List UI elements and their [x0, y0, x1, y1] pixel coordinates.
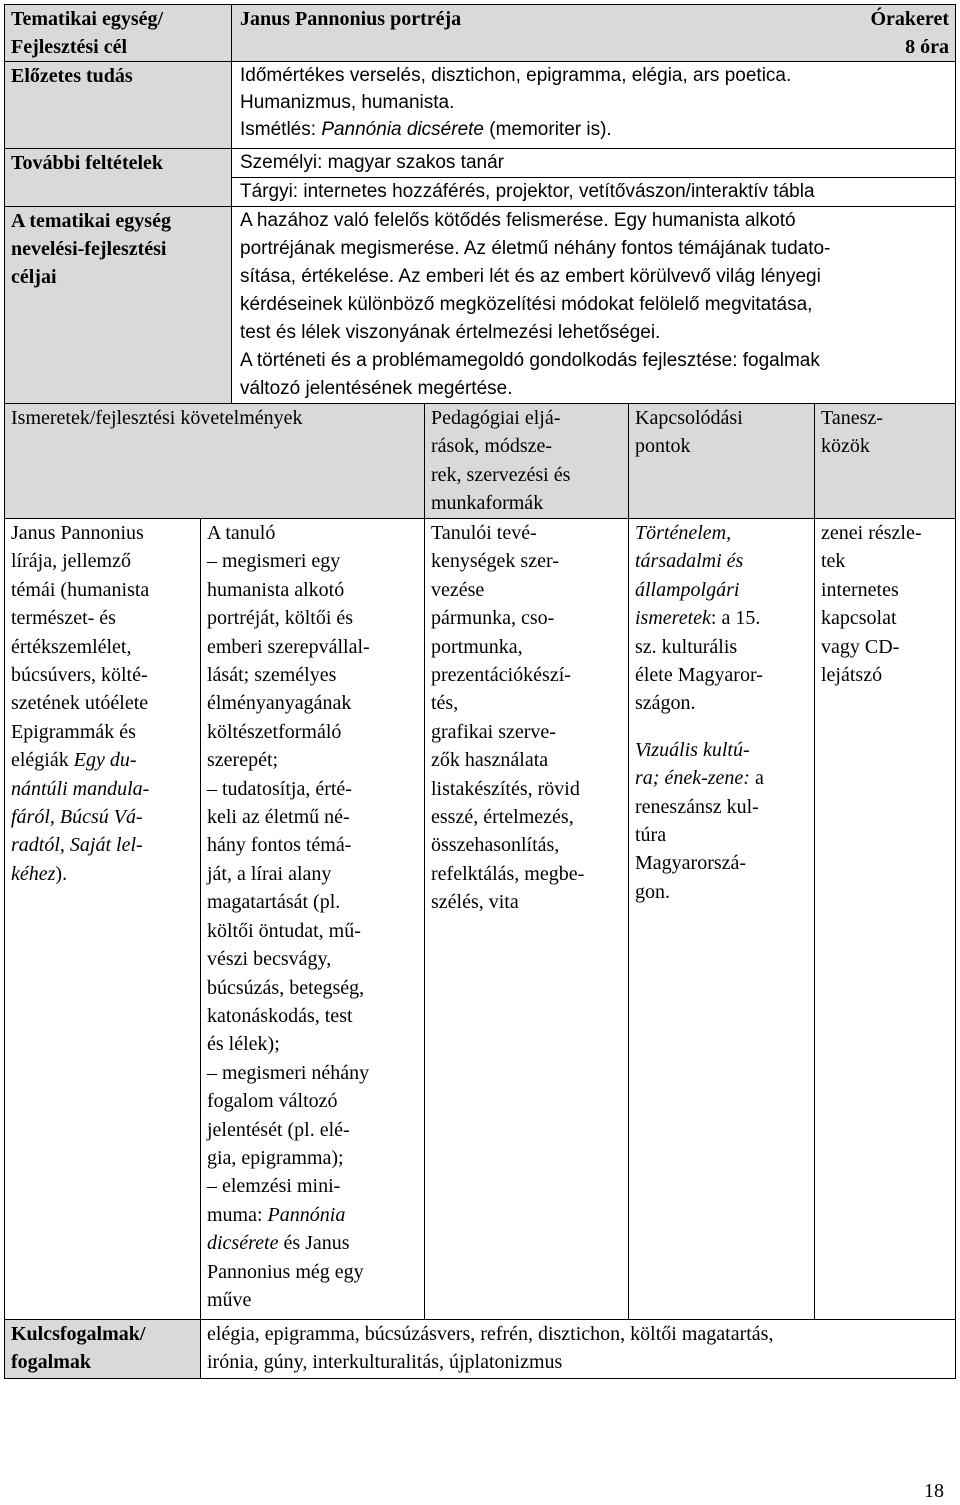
connections-line — [635, 604, 808, 632]
goals-line: változó jelentésének megértése. — [240, 378, 513, 399]
conditions-label: További feltételek — [5, 149, 232, 206]
student-line-text: műve — [207, 1288, 252, 1311]
review-title: Pannónia dicsérete — [321, 119, 484, 140]
review-prefix: Ismétlés: — [240, 119, 322, 140]
requirements-header: Ismeretek/fejlesztési követelmények — [5, 404, 425, 518]
connections-line — [635, 661, 808, 689]
table-header-row — [4, 404, 956, 519]
student-line-text: költői öntudat, mű- — [207, 919, 361, 942]
methods-line: pármunka, cso- — [431, 607, 555, 630]
student-line — [207, 1059, 418, 1087]
connections-line-text: : a 15. — [710, 607, 761, 630]
topic-line — [11, 633, 194, 661]
key-concepts-label-line: fogalmak — [11, 1351, 91, 1374]
connections-line-italic: ra; ének-zene: — [635, 767, 750, 790]
tools-line: lejátszó — [821, 664, 883, 687]
goals-line: kérdéseinek különböző megközelítési módokat felölelő megvitatása, — [240, 294, 813, 315]
student-line-text: muma: — [207, 1203, 268, 1226]
key-concepts-label-line: Kulcsfogalmak/ — [11, 1323, 146, 1345]
student-line — [207, 1286, 418, 1314]
connections-line — [635, 821, 808, 849]
connections-line — [635, 576, 808, 604]
methods-line: refelktálás, megbe- — [431, 862, 585, 885]
methods-line: Tanulói tevé- — [431, 522, 537, 544]
goals-label — [5, 207, 232, 403]
goals-line: A hazához való felelős kötődés felismerése. Egy humanista alkotó — [240, 210, 796, 231]
methods-line: kenységek szer- — [431, 550, 559, 573]
unit-title: Janus Pannonius portréja — [240, 8, 462, 30]
conditions-body — [232, 149, 955, 206]
methods-header-line: rások, módsze- — [431, 435, 553, 458]
topic-line-text: értékszemlélet, — [11, 635, 132, 658]
student-line — [207, 519, 418, 547]
tools-line: tek — [821, 550, 846, 573]
tools-line: zenei részle- — [821, 522, 922, 544]
student-line — [207, 1172, 418, 1200]
student-line — [207, 1144, 418, 1172]
goals-line: A történeti és a problémamegoldó gondolkodás fejlesztése: fogalmak — [240, 350, 820, 371]
connections-line-italic: Történelem, — [635, 522, 732, 544]
student-line — [207, 888, 418, 916]
header-label-line: Tematikai egység/ — [11, 8, 164, 30]
student-line-text: szerepét; — [207, 749, 279, 772]
student-line-text: magatartását (pl. — [207, 891, 341, 914]
tools-cell — [815, 519, 955, 1319]
methods-line: portmunka, — [431, 635, 523, 658]
student-line-text: humanista alkotó — [207, 578, 345, 601]
connections-line — [635, 718, 808, 736]
student-line — [207, 718, 418, 746]
methods-line: listakészítés, rövid — [431, 777, 580, 800]
key-concepts-body — [201, 1320, 955, 1378]
goals-row — [4, 207, 956, 404]
tools-header-line: Tanesz- — [821, 407, 883, 429]
student-line — [207, 604, 418, 632]
student-line-text: és Janus — [278, 1232, 350, 1255]
connections-line-text: gon. — [635, 880, 670, 903]
key-concepts-line: irónia, gúny, interkulturalitás, újplatonizmus — [207, 1351, 563, 1374]
student-line-text: ját, a lírai alany — [207, 862, 332, 885]
topic-line-text: Epigrammák és — [11, 720, 136, 743]
student-line-text: fogalom változó — [207, 1090, 338, 1113]
topic-line — [11, 746, 194, 774]
content-row — [4, 519, 956, 1320]
topic-line — [11, 547, 194, 575]
student-line — [207, 576, 418, 604]
methods-line: tés, — [431, 692, 459, 715]
student-line — [207, 1087, 418, 1115]
student-line — [207, 860, 418, 888]
topic-line-italic: radtól, Saját lel- — [11, 834, 143, 857]
header-label-line: Fejlesztési cél — [11, 36, 128, 58]
connections-header-line: Kapcsolódási — [635, 407, 743, 429]
connections-line-italic: állampolgári — [635, 578, 740, 601]
tools-line: kapcsolat — [821, 607, 897, 630]
student-line-text: jelentését (pl. elé- — [207, 1118, 350, 1141]
student-line — [207, 974, 418, 1002]
student-line-text: búcsúzás, betegség, — [207, 976, 365, 999]
methods-line: összehasonlítás, — [431, 834, 560, 857]
student-line-text: katonáskodás, test — [207, 1004, 353, 1027]
connections-line — [635, 633, 808, 661]
topic-line — [11, 519, 194, 547]
header-title-cell — [232, 5, 955, 61]
student-line-text: – elemzési mini- — [207, 1175, 341, 1198]
topic-line-italic: fáról, Búcsú Vá- — [11, 806, 143, 829]
student-line-text: hány fontos témá- — [207, 834, 352, 857]
conditions-row — [4, 149, 956, 207]
connections-line-text: Magyarorszá- — [635, 852, 747, 875]
student-line-text: vészi becsvágy, — [207, 948, 332, 971]
topic-line-text: Janus Pannonius — [11, 522, 144, 544]
topic-line — [11, 689, 194, 717]
goals-label-line: nevelési-fejlesztési — [11, 238, 167, 260]
conditions-material: Tárgyi: internetes hozzáférés, projektor, vetítővászon/interaktív tábla — [240, 181, 815, 202]
methods-line: vezése — [431, 578, 485, 601]
connections-line-text: szágon. — [635, 692, 696, 715]
student-line-text: portréját, költői és — [207, 607, 354, 630]
connections-line-italic: társadalmi és — [635, 550, 744, 573]
student-line — [207, 945, 418, 973]
topic-line — [11, 775, 194, 803]
student-line — [207, 746, 418, 774]
header-label — [5, 5, 232, 61]
methods-header-line: Pedagógiai eljá- — [431, 407, 561, 429]
methods-header-line: rek, szervezési és — [431, 463, 571, 486]
student-line-text: és lélek); — [207, 1033, 280, 1056]
student-line — [207, 1201, 418, 1229]
prior-knowledge-line: Időmértékes verselés, disztichon, epigramma, elégia, ars poetica. — [240, 65, 792, 86]
connections-line — [635, 519, 808, 547]
topic-line-text: témái (humanista — [11, 578, 150, 601]
methods-line: esszé, értelmezés, — [431, 806, 574, 829]
student-line — [207, 547, 418, 575]
connections-header-line: pontok — [635, 435, 691, 458]
connections-line — [635, 764, 808, 792]
methods-line: szélés, vita — [431, 891, 519, 914]
student-line-text: lását; személyes — [207, 664, 337, 687]
key-concepts-row — [4, 1320, 956, 1379]
student-line — [207, 1258, 418, 1286]
methods-line: prezentációkészí- — [431, 664, 571, 687]
connections-header — [629, 404, 815, 518]
header-row — [4, 4, 956, 62]
conditions-personal: Személyi: magyar szakos tanár — [232, 149, 955, 178]
hours-value: 8 óra — [905, 36, 949, 58]
prior-knowledge-line: Humanizmus, humanista. — [240, 92, 455, 113]
student-line-text: költészetformáló — [207, 720, 342, 743]
connections-line — [635, 878, 808, 906]
connections-line-text: sz. kulturális — [635, 635, 738, 658]
goals-label-line: A tematikai egység — [11, 210, 171, 232]
page-number: 18 — [924, 1480, 944, 1502]
student-line — [207, 689, 418, 717]
student-line-text: Pannonius még egy — [207, 1260, 364, 1283]
hours-label: Órakeret — [870, 8, 949, 30]
connections-line — [635, 547, 808, 575]
student-line — [207, 1229, 418, 1257]
goals-line: test és lélek viszonyának értelmezési lehetőségei. — [240, 322, 661, 343]
key-concepts-label — [5, 1320, 201, 1378]
methods-header — [425, 404, 629, 518]
topic-line-text: lírája, jellemző — [11, 550, 131, 573]
connections-line-text: élete Magyaror- — [635, 664, 763, 687]
student-line-text: – tudatosítja, érté- — [207, 777, 352, 800]
review-suffix: (memoriter is). — [483, 119, 612, 140]
topic-line — [11, 860, 194, 888]
methods-header-line: munkaformák — [431, 492, 544, 515]
tools-header — [815, 404, 955, 518]
connections-line — [635, 849, 808, 877]
connections-line — [635, 736, 808, 764]
topic-cell — [5, 519, 201, 1319]
topic-line — [11, 718, 194, 746]
connections-line-italic: Vizuális kultú- — [635, 738, 750, 761]
student-line-text: A tanuló — [207, 522, 276, 544]
topic-line-text: szetének utóélete — [11, 692, 149, 715]
topic-line-italic: nántúli mandula- — [11, 777, 150, 800]
prior-knowledge-body — [232, 62, 955, 148]
student-line-text: emberi szerepvállal- — [207, 635, 370, 658]
topic-line — [11, 831, 194, 859]
methods-line: grafikai szerve- — [431, 720, 556, 743]
connections-cell — [629, 519, 815, 1319]
student-cell — [201, 519, 425, 1319]
prior-knowledge-row — [4, 62, 956, 149]
tools-header-line: közök — [821, 435, 870, 458]
hours-block — [871, 5, 950, 61]
student-line — [207, 1030, 418, 1058]
prior-knowledge-label: Előzetes tudás — [5, 62, 232, 148]
key-concepts-line: elégia, epigramma, búcsúzásvers, refrén, disztichon, költői magatartás, — [207, 1323, 774, 1345]
student-line-text: – megismeri néhány — [207, 1061, 370, 1084]
student-line — [207, 1002, 418, 1030]
student-line — [207, 661, 418, 689]
student-line — [207, 831, 418, 859]
methods-line: zők használata — [431, 749, 549, 772]
student-line-text: keli az életmű né- — [207, 806, 350, 829]
topic-line — [11, 576, 194, 604]
student-line — [207, 803, 418, 831]
tools-line: vagy CD- — [821, 635, 900, 658]
goals-line: portréjának megismerése. Az életmű néhány fontos témájának tudato- — [240, 238, 831, 259]
connections-line — [635, 793, 808, 821]
student-line — [207, 633, 418, 661]
prior-knowledge-line — [240, 116, 949, 143]
connections-line-text: a — [749, 767, 764, 790]
connections-line-italic: ismeretek — [635, 607, 711, 630]
topic-line-italic: Egy du- — [73, 749, 137, 772]
student-line-italic: dicsérete — [207, 1232, 279, 1255]
topic-line-italic: kéhez — [11, 862, 56, 885]
connections-line-text: túra — [635, 824, 667, 847]
topic-line-text: elégiák — [11, 749, 74, 772]
student-line-text: élményanyagának — [207, 692, 352, 715]
topic-line — [11, 661, 194, 689]
student-line-text: – megismeri egy — [207, 550, 341, 573]
student-line — [207, 775, 418, 803]
topic-line-text: búcsúvers, költé- — [11, 664, 148, 687]
goals-body — [232, 207, 955, 403]
curriculum-table — [4, 4, 956, 1379]
goals-label-line: céljai — [11, 266, 57, 288]
topic-line — [11, 803, 194, 831]
topic-line-text: ). — [55, 862, 68, 885]
student-line — [207, 1116, 418, 1144]
tools-line: internetes — [821, 578, 899, 601]
student-line-text: gia, epigramma); — [207, 1146, 344, 1169]
topic-line-text: természet- és — [11, 607, 116, 630]
student-line — [207, 917, 418, 945]
connections-line — [635, 689, 808, 717]
student-line-italic: Pannónia — [267, 1203, 346, 1226]
topic-line — [11, 604, 194, 632]
methods-cell — [425, 519, 629, 1319]
goals-line: sítása, értékelése. Az emberi lét és az embert körülvevő világ lényegi — [240, 266, 821, 287]
connections-line-text: reneszánsz kul- — [635, 795, 759, 818]
